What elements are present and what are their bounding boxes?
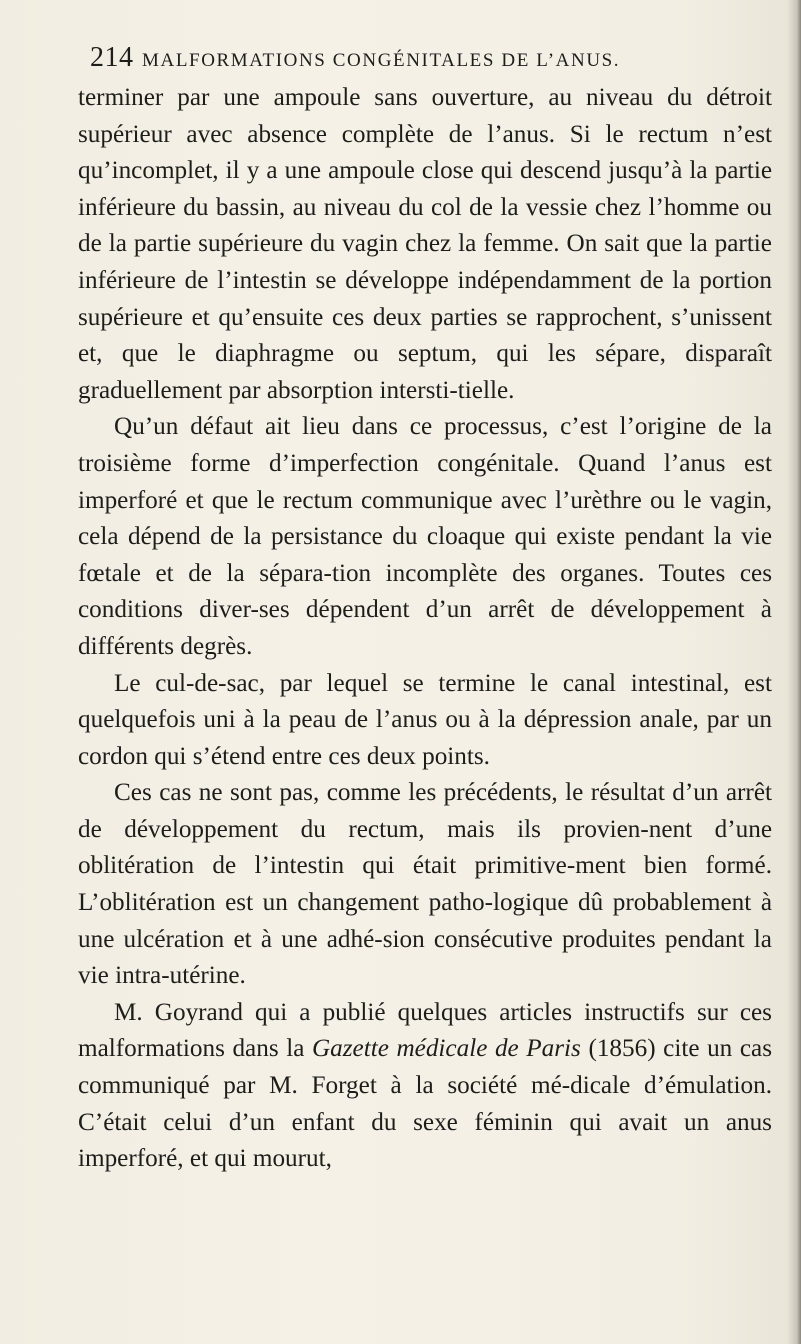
paragraph-4: Ces cas ne sont pas, comme les précédents, le résultat d’un arrêt de développement du rectum, mais ils provien-nent d’une oblitération de l’intestin qui était primitive-ment bien formé. L’oblitération est un changement patho-logique dû probablement à une ulcération et à une adhé-sion consécutive produites pendant la vie intra-utérine.: [78, 779, 772, 990]
page-edge-shadow: [787, 0, 801, 1344]
running-title: MALFORMATIONS CONGÉNITALES DE L’ANUS.: [142, 50, 621, 71]
journal-title: Gazette médicale de Paris: [311, 1035, 581, 1063]
paragraph-3: Le cul-de-sac, par lequel se termine le canal intestinal, est quelquefois uni à la peau de l’anus ou à la dépression anale, par un cordon qui s’étend entre ces deux points.: [78, 669, 772, 770]
paragraph-2: Qu’un défaut ait lieu dans ce processus, c’est l’origine de la troisième forme d’imperfection congénitale. Quand l’anus est imperforé et que le rectum communique avec l’urèthre ou le vagin, cela dépend de la persistance du cloaque qui existe pendant la vie fœtale et de la sépara-tion incomplète des organes. Toutes ces conditions diver-ses dépendent d’un arrêt de développement à différents degrès.: [78, 413, 772, 660]
paragraph-5-text-end: (1856) cite un cas communiqué par M. Forget à la société mé-dicale d’émulation. C’était celui d’un enfant du sexe féminin qui avait un anus imperforé, et qui mourut,: [78, 1035, 772, 1173]
body-text: [78, 80, 772, 1178]
page-number: 214: [90, 42, 134, 73]
paragraph-5: [78, 995, 772, 1178]
page-header: [90, 42, 690, 82]
paragraph-5-text-start: M. Goyrand qui a publié quelques articles instructifs sur ces malformations dans la: [78, 998, 772, 1063]
paragraph-1: terminer par une ampoule sans ouverture, au niveau du détroit supérieur avec absence complète de l’anus. Si le rectum n’est qu’incomplet, il y a une ampoule close qui descend jusqu’à la partie inférieure du bassin, au niveau du col de la vessie chez l’homme ou de la partie supérieure du vagin chez la femme. On sait que la partie inférieure de l’intestin se développe indépendamment de la portion supérieure et qu’ensuite ces deux parties se rapprochent, s’unissent et, que le diaphragme ou septum, qui les sépare, disparaît graduellement par absorption intersti-tielle.: [78, 84, 772, 404]
